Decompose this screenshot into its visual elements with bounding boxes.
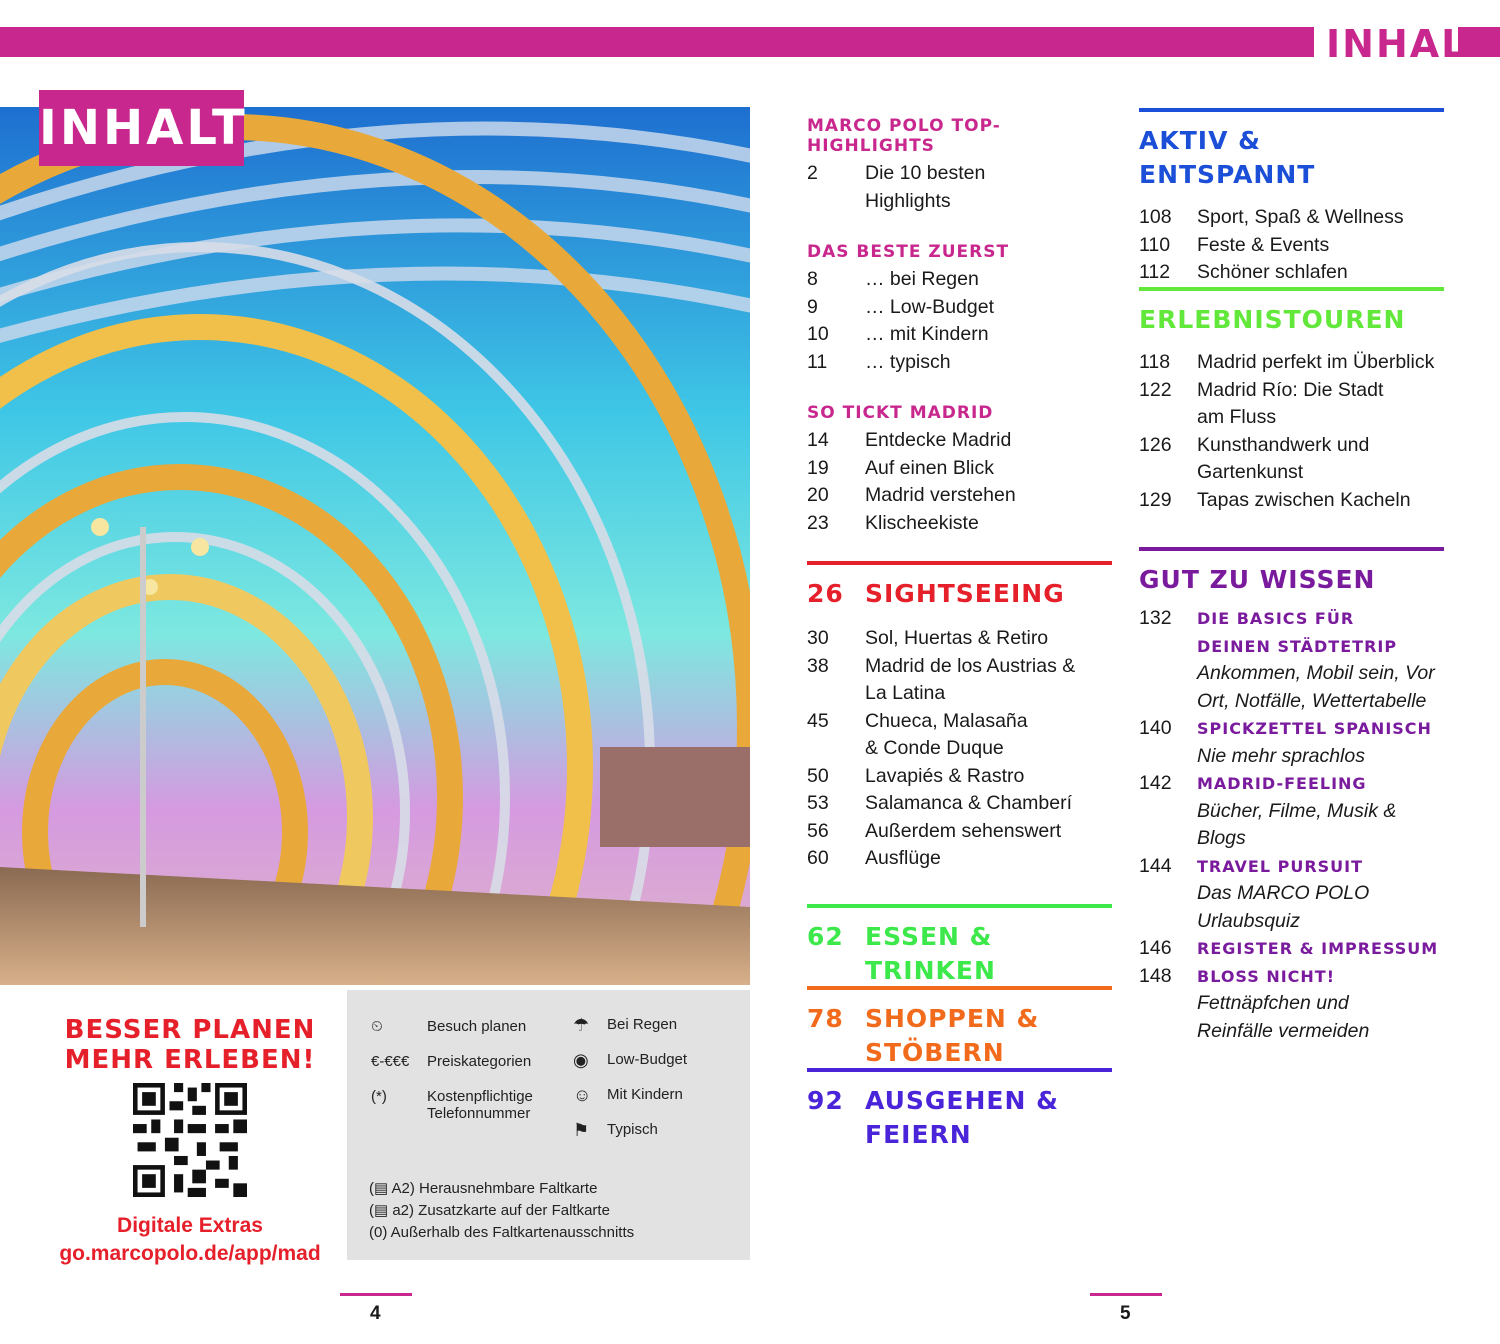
section-essen: [807, 904, 1112, 988]
toc-entry[interactable]: [1139, 377, 1444, 432]
toc-page: 19: [807, 456, 829, 479]
toc-entry[interactable]: [807, 818, 1112, 846]
toc-entry[interactable]: [807, 427, 1112, 455]
toc-page: 122: [1139, 378, 1172, 401]
toc-page: 126: [1139, 433, 1172, 456]
toc-page: 110: [1139, 233, 1171, 256]
toc-title: REGISTER & IMPRESSUM: [1197, 939, 1439, 958]
toc-title: SPICKZETTEL SPANISCH: [1197, 719, 1432, 738]
toc-text: Die 10 besten Highlights: [865, 162, 986, 212]
legend-label: Besuch planen: [427, 1018, 527, 1035]
section-ausgehen: [807, 1068, 1112, 1152]
section-rule: [807, 1068, 1112, 1072]
map-note: (▤ a2) Zusatzkarte auf der Faltkarte: [369, 1202, 610, 1219]
section-rule: [807, 904, 1112, 908]
legend-preis: [371, 1053, 531, 1070]
legend-besuch: [371, 1018, 526, 1035]
toc-page: 56: [807, 819, 829, 842]
asterisk-icon: (*): [371, 1088, 387, 1105]
toc-entry[interactable]: [1139, 232, 1444, 260]
section-ausgehen-heading[interactable]: [807, 1084, 1112, 1152]
bridge-illustration: [0, 107, 750, 985]
toc-entry[interactable]: [1139, 963, 1444, 1046]
toc-entry[interactable]: [807, 625, 1112, 653]
section-rule: [1139, 287, 1444, 291]
section-touren: [1139, 287, 1444, 514]
euro-icon: €-€€€: [371, 1053, 410, 1070]
toc-title: DIE BASICS FÜR DEINEN STÄDTETRIP: [1197, 609, 1398, 656]
toc-page: 146: [1139, 937, 1172, 959]
toc-text: … bei Regen: [865, 268, 979, 290]
toc-page: 20: [807, 484, 829, 506]
toc-entry[interactable]: [1139, 935, 1444, 963]
umbrella-icon: ☂: [573, 1015, 590, 1035]
section-highlights-heading: MARCO POLO TOP-HIGHLIGHTS: [807, 116, 1001, 156]
toc-entry[interactable]: [807, 482, 1112, 510]
toc-column-1: [807, 116, 1112, 537]
toc-text: Entdecke Madrid: [865, 429, 1012, 451]
toc-entry[interactable]: [807, 266, 1112, 294]
toc-text: … mit Kindern: [865, 323, 989, 345]
toc-entry[interactable]: [807, 653, 1112, 708]
toc-page: 45: [807, 709, 829, 732]
section-aktiv: [1139, 108, 1444, 287]
toc-entry[interactable]: [1139, 715, 1444, 770]
toc-page: 129: [1139, 488, 1172, 511]
toc-text: … Low-Budget: [865, 295, 994, 318]
section-title: AUSGEHEN & FEIERN: [865, 1086, 1059, 1149]
toc-text: Außerdem sehenswert: [865, 819, 1062, 842]
legend-label: Mit Kindern: [607, 1086, 683, 1103]
section-essen-heading[interactable]: [807, 920, 1112, 988]
legend-map-notes: [369, 1178, 634, 1244]
toc-page: 9: [807, 295, 818, 318]
toc-page: 118: [1139, 351, 1171, 373]
toc-entry[interactable]: [1139, 349, 1444, 377]
qr-code[interactable]: [133, 1083, 247, 1197]
section-rule: [1139, 108, 1444, 112]
promo-url[interactable]: go.marcopolo.de/app/mad: [59, 1242, 321, 1265]
toc-text: Auf einen Blick: [865, 456, 994, 479]
legend-regen: [573, 1016, 677, 1034]
toc-entry[interactable]: [1139, 432, 1444, 487]
section-title: ESSEN & TRINKEN: [865, 922, 996, 985]
page-number-left: 4: [370, 1303, 381, 1324]
toc-entry[interactable]: [807, 294, 1112, 322]
toc-text: Madrid de los Austrias & La Latina: [865, 654, 1076, 704]
toc-title: MADRID-FEELING: [1197, 774, 1367, 793]
promo-title-2: MEHR ERLEBEN!: [64, 1045, 316, 1075]
section-title: SHOPPEN & STÖBERN: [865, 1004, 1040, 1067]
toc-subtitle: Nie mehr sprachlos: [1197, 744, 1365, 767]
toc-text: Tapas zwischen Kacheln: [1197, 488, 1411, 511]
toc-entry[interactable]: [807, 708, 1112, 763]
top-color-bar: [0, 27, 1314, 57]
toc-entry[interactable]: [807, 790, 1112, 818]
toc-page: 11: [807, 350, 828, 373]
child-icon: ☺: [573, 1085, 592, 1105]
clock-icon: ⏲: [371, 1018, 383, 1035]
toc-page: 50: [807, 764, 829, 787]
section-tickt-heading: SO TICKT MADRID: [807, 403, 994, 423]
toc-text: Sol, Huertas & Retiro: [865, 627, 1049, 649]
toc-title: TRAVEL PURSUIT: [1197, 856, 1364, 876]
promo-block: [40, 1015, 340, 1268]
toc-text: Sport, Spaß & Wellness: [1197, 206, 1404, 228]
toc-text: Lavapiés & Rastro: [865, 764, 1025, 787]
section-sightseeing: [807, 561, 1112, 873]
toc-page: 53: [807, 792, 829, 814]
page-line-right: [1090, 1293, 1162, 1296]
toc-entry[interactable]: [1139, 853, 1444, 936]
section-shoppen: [807, 986, 1112, 1070]
toc-text: Madrid verstehen: [865, 484, 1016, 506]
legend-label: Kostenpflichtige Telefonnummer: [427, 1088, 533, 1122]
toc-text: Feste & Events: [1197, 233, 1330, 256]
toc-entry[interactable]: [1139, 770, 1444, 853]
promo-subtitle: Digitale Extras: [117, 1214, 263, 1237]
toc-subtitle: Fettnäpfchen und Reinfälle vermeiden: [1197, 992, 1370, 1042]
legend-label: Low-Budget: [607, 1051, 688, 1068]
toc-page: 30: [807, 627, 829, 649]
toc-entry[interactable]: [807, 510, 1112, 538]
section-rule: [807, 561, 1112, 565]
section-title: SIGHTSEEING: [865, 579, 1065, 608]
toc-page: 10: [807, 323, 829, 345]
toc-page: 132: [1139, 607, 1172, 629]
toc-entry[interactable]: [1139, 204, 1444, 232]
section-page: 26: [807, 579, 844, 608]
legend-label: Bei Regen: [607, 1016, 678, 1033]
section-beste-heading: DAS BESTE ZUERST: [807, 242, 1010, 262]
page-line-left: [340, 1293, 412, 1296]
legend-telefon: [371, 1088, 551, 1122]
toc-entry[interactable]: [807, 349, 1112, 377]
photo-inhalt-label: INHALT: [39, 90, 244, 166]
toc-entry[interactable]: [1139, 259, 1444, 287]
toc-text: Klischeekiste: [865, 511, 979, 534]
map-note: (0) Außerhalb des Faltkartenausschnitts: [369, 1224, 635, 1241]
toc-text: … typisch: [865, 350, 951, 373]
toc-page: 144: [1139, 854, 1172, 877]
toc-page: 60: [807, 847, 829, 869]
section-shoppen-heading[interactable]: [807, 1002, 1112, 1070]
map-note: (▤ A2) Herausnehmbare Faltkarte: [369, 1180, 598, 1197]
toc-text: Ausflüge: [865, 847, 941, 869]
section-rule: [1139, 547, 1444, 551]
toc-text: Madrid perfekt im Überblick: [1197, 351, 1435, 373]
legend-typisch: [573, 1121, 658, 1139]
toc-page: 148: [1139, 964, 1172, 987]
section-page: 78: [807, 1004, 844, 1033]
toc-subtitle: Ankommen, Mobil sein, Vor Ort, Notfälle, Wettertabelle: [1197, 662, 1435, 712]
toc-subtitle: Bücher, Filme, Musik & Blogs: [1197, 799, 1397, 849]
piggy-bank-icon: ◉: [573, 1050, 589, 1070]
toc-entry[interactable]: [807, 321, 1112, 349]
section-gut: [1139, 547, 1444, 1045]
toc-page: 14: [807, 429, 829, 451]
section-page: 92: [807, 1086, 844, 1115]
flag-icon: ⚑: [573, 1120, 590, 1140]
toc-entry[interactable]: [807, 763, 1112, 791]
section-rule: [807, 986, 1112, 990]
toc-page: 23: [807, 511, 829, 534]
toc-entry[interactable]: [1139, 487, 1444, 515]
toc-text: Schöner schlafen: [1197, 261, 1348, 283]
legend-kinder: [573, 1086, 683, 1104]
toc-entry[interactable]: [1139, 605, 1444, 715]
toc-page: 112: [1139, 261, 1171, 283]
cover-photo: [0, 107, 750, 985]
legend-label: Preiskategorien: [427, 1053, 532, 1070]
toc-entry[interactable]: [807, 845, 1112, 873]
toc-entry[interactable]: [807, 160, 1112, 215]
toc-entry[interactable]: [807, 455, 1112, 483]
toc-page: 108: [1139, 206, 1172, 228]
toc-title: BLOSS NICHT!: [1197, 966, 1336, 986]
toc-page: 140: [1139, 717, 1172, 739]
section-touren-heading[interactable]: ERLEBNISTOUREN: [1139, 305, 1406, 334]
toc-subtitle: Das MARCO POLO Urlaubsquiz: [1197, 882, 1370, 932]
toc-text: Madrid Río: Die Stadt am Fluss: [1197, 378, 1384, 428]
toc-text: Kunsthandwerk und Gartenkunst: [1197, 433, 1370, 483]
section-sightseeing-heading[interactable]: [807, 577, 1112, 611]
sightseeing-entries: [807, 625, 1112, 873]
toc-page: 8: [807, 268, 818, 290]
promo-title-1: BESSER PLANEN: [64, 1015, 316, 1045]
legend-box: [347, 990, 750, 1260]
legend-label: Typisch: [607, 1121, 658, 1138]
toc-page: 142: [1139, 772, 1172, 794]
toc-text: Chueca, Malasaña & Conde Duque: [865, 709, 1028, 759]
toc-text: Salamanca & Chamberí: [865, 792, 1073, 814]
legend-budget: [573, 1051, 687, 1069]
page-title: INHALT: [1326, 22, 1489, 66]
toc-page: 2: [807, 162, 818, 184]
section-page: 62: [807, 922, 844, 951]
section-gut-heading[interactable]: GUT ZU WISSEN: [1139, 565, 1376, 594]
section-aktiv-heading[interactable]: AKTIV & ENTSPANNT: [1139, 126, 1316, 189]
page-number-right: 5: [1120, 1303, 1131, 1324]
toc-page: 38: [807, 654, 829, 677]
